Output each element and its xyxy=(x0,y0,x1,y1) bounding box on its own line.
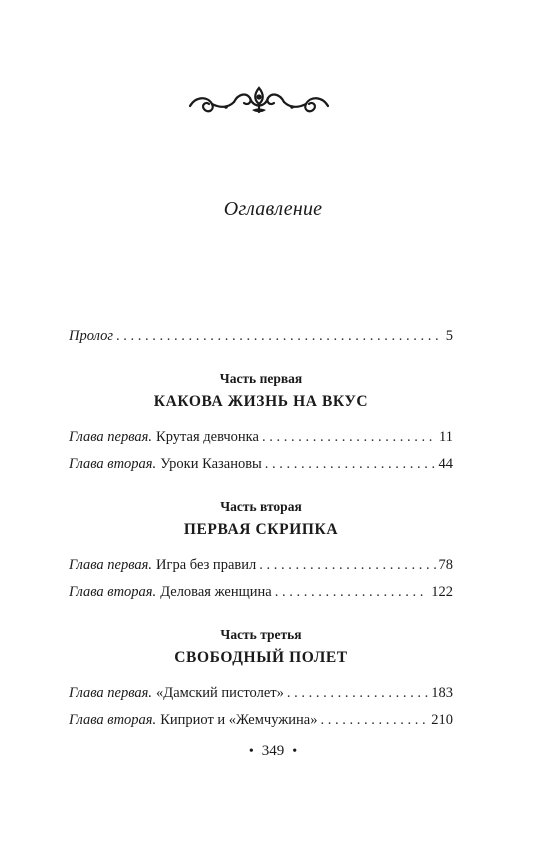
part-label: Часть третья xyxy=(220,627,302,642)
toc-title: Оглавление xyxy=(223,198,323,220)
chapter-title: Уроки Казановы xyxy=(160,456,262,472)
dot-leader xyxy=(262,424,436,451)
toc-entry[interactable] xyxy=(69,451,453,478)
page-number: 11 xyxy=(439,429,453,445)
chapter-lead: Глава вторая. xyxy=(69,456,157,472)
toc-entry[interactable] xyxy=(69,707,453,734)
chapter-lead: Глава первая. xyxy=(69,685,153,701)
page-number: 5 xyxy=(445,328,453,344)
dot-leader xyxy=(259,552,435,579)
part-header xyxy=(69,368,453,414)
chapter-list xyxy=(69,552,453,606)
toc-entry[interactable] xyxy=(69,680,453,707)
chapter-title: Игра без правил xyxy=(156,557,257,573)
folio xyxy=(0,743,546,760)
part-heading: ПЕРВАЯ СКРИПКА xyxy=(183,521,339,538)
chapter-lead: Глава первая. xyxy=(69,429,153,445)
part-header xyxy=(69,624,453,670)
toc-entry[interactable] xyxy=(69,552,453,579)
part-heading: СВОБОДНЫЙ ПОЛЕТ xyxy=(174,649,348,666)
table-of-contents xyxy=(69,323,453,734)
folio-bullet-left: • xyxy=(248,744,254,759)
dot-leader xyxy=(287,680,428,707)
dot-leader xyxy=(321,707,429,734)
chapter-title: «Дамский пистолет» xyxy=(156,685,284,701)
chapter-list xyxy=(69,680,453,734)
chapter-title: Крутая девчонка xyxy=(156,429,259,445)
page-number: 78 xyxy=(438,557,453,573)
prologue-label: Пролог xyxy=(69,328,114,344)
part-label: Часть первая xyxy=(219,371,303,386)
chapter-list xyxy=(69,424,453,478)
toc-entry-prologue[interactable] xyxy=(69,323,453,350)
toc-entry[interactable] xyxy=(69,579,453,606)
folio-bullet-right: • xyxy=(292,744,298,759)
part-label: Часть вторая xyxy=(220,499,302,514)
part-header xyxy=(69,496,453,542)
scroll-flourish-icon xyxy=(186,84,332,118)
dot-leader xyxy=(275,579,429,606)
part-heading: КАКОВА ЖИЗНЬ НА ВКУС xyxy=(153,393,369,410)
page-number: 210 xyxy=(431,712,453,728)
chapter-lead: Глава вторая. xyxy=(69,712,157,728)
page-number: 44 xyxy=(438,456,453,472)
toc-entry[interactable] xyxy=(69,424,453,451)
chapter-lead: Глава вторая. xyxy=(69,584,157,600)
chapter-title: Киприот и «Жемчужина» xyxy=(160,712,318,728)
page-number: 183 xyxy=(431,685,453,701)
chapter-lead: Глава первая. xyxy=(69,557,153,573)
dot-leader xyxy=(265,451,436,478)
folio-number: 349 xyxy=(261,743,285,759)
page-number: 122 xyxy=(431,584,453,600)
chapter-title: Деловая женщина xyxy=(160,584,272,600)
dot-leader xyxy=(116,323,443,350)
